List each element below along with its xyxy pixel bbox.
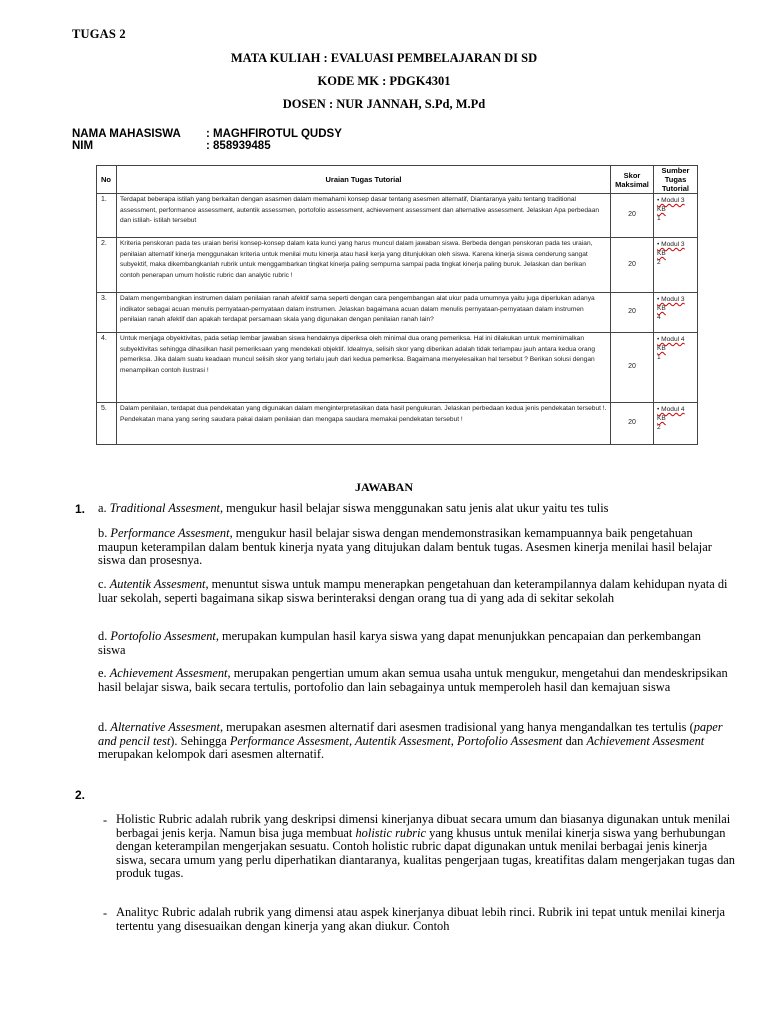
course-title: MATA KULIAH : EVALUASI PEMBELAJARAN DI SD [230,51,538,65]
answer-1-number: 1. [75,502,86,516]
table-row [97,238,698,293]
row-task: Dalam mengembangkan instrumen dalam penilaian ranah afektif sama seperti dengan cara pengembangan alat ukur pada umumnya yaitu juga diperlukan adanya indikator sebagai acuan menulis pernyataan-pernyataan dalam instrumen. Jelaskan bagaimana acuan dalam menulis pernyataan-pernyataan dalam instrumen penilaian ranah afektif dan apakah terdapat persamaan skala yang digunakan dengan penilaian ranah lain? [117,293,611,333]
student-nim-row [72,140,271,152]
header-no: No [97,166,117,194]
answer-2-analytic: Analityc Rubric adalah rubrik yang dimensi atau aspek kinerjanya dibuat lebih rinci. Rubrik ini tepat untuk menilai kinerja tertentu yang disesuaikan dengan kinerja yang akan diukur. Contoh [116,905,726,933]
row-number: 4. [97,333,117,403]
student-nim-value: : 858939485 [206,140,271,152]
row-score: 20 [611,403,654,445]
table-row [97,293,698,333]
row-score: 20 [611,333,654,403]
row-score: 20 [611,238,654,293]
answer-1a: a. Traditional Assesment, mengukur hasil belajar siswa menggunakan satu jenis alat ukur yaitu tes tulis [98,501,609,515]
row-number: 1. [97,194,117,238]
row-task: Dalam penilaian, terdapat dua pendekatan yang digunakan dalam menginterpretasikan data hasil pengukuran. Jelaskan perbedaan kedua jenis pendekatan tersebut !. Pendekatan mana yang sering saudara pakai dalam penilaian dan mengapa saudara memakai pendekatan tersebut ! [117,403,611,445]
answer-1b: b. Performance Assesment, mengukur hasil belajar siswa dengan mendemonstrasikan kemampuannya baik pengetahuan maupun keterampilan dalam bentuk kinerja nyata yang ditujukan dalam bentuk tugas. Asesmen kinerja menilai hasil belajar siswa dan prosesnya. [98,526,712,567]
student-nim-label: NIM [72,140,94,152]
student-name-row [72,128,342,140]
table-header-row [97,166,698,194]
row-task: Kriteria penskoran pada tes uraian berisi konsep-konsep dalam kata kunci yang harus muncul dalam jawaban siswa. Berbeda dengan penskoran pada tes uraian, penilaian alternatif kinerja menggunakan kriteria untuk menilai mutu kinerja atau hasil kerja yang ditunjukkan oleh siswa. Karena kinerja siswa cenderung sangat subyektif, maka dikembangkanlah rubrik untuk menggambarkan tingkat kinerja paling sempurna sampai pada tingkat kinerja paling buruk. Jelaskan dan berikan contoh penerapan umum holistic rubric dan analytic rubric ! [117,238,611,293]
document-label: TUGAS 2 [72,27,126,41]
course-code: KODE MK : PDGK4301 [317,74,451,88]
row-number: 3. [97,293,117,333]
header-score: Skor Maksimal [611,166,654,194]
row-source: • Modul 3 KB 2 [654,238,698,293]
bullet-dash: - [103,906,108,920]
row-task: Untuk menjaga obyektivitas, pada setiap lembar jawaban siswa hendaknya diperiksa oleh minimal dua orang pemeriksa. Hal ini dilakukan untuk meminimalkan subyektivitas sehingga dihasilkan hasil pemeriksaan yang mendekati objektif. Idealnya, selisih skor yang diberikan adalah tidak terlampau jauh antara kedua orang pemeriksa. Jika dalam suatu keadaan muncul selisih skor yang terlalu jauh dari kedua pemeriksa. Bagaimana menyelesaikan hal tersebut ? Berikan solusi dengan menampilkan contoh ilustrasi ! [117,333,611,403]
table-row [97,333,698,403]
row-task: Terdapat beberapa istilah yang berkaitan dengan asasmen dalam memahami konsep dasar tentang asesmen alternatif, Diantaranya yaitu tentang traditional assessment, performance assessment, autentik assessmen, portofolio assessment, achievement assessment dan alternative assessment. Jelaskan Apa perbedaan dan istilah- istilah tersebut [117,194,611,238]
student-name-label: NAMA MAHASISWA [72,128,181,140]
table-row [97,194,698,238]
row-source: • Modul 4 KB 2 [654,403,698,445]
answer-1d: d. Portofolio Assesment, merupakan kumpulan hasil karya siswa yang dapat menunjukkan pencapaian dan perkembangan siswa [98,629,701,657]
student-name-value: : MAGHFIROTUL QUDSY [206,128,342,140]
row-source: • Modul 3 KB 1 [654,194,698,238]
header-source: Sumber Tugas Tutorial [654,166,698,194]
answer-1f: d. Alternative Assesment, merupakan asesmen alternatif dari asesmen tradisional yang hanya mengandalkan tes tertulis (paper and pencil test). Sehingga Performance Assesment, Autentik Assesment, Portofolio Assesment dan Achievement Assesment merupakan kelompok dari asesmen alternatif. [98,720,723,761]
answer-1c: c. Autentik Assesment, menuntut siswa untuk mampu menerapkan pengetahuan dan keterampilannya dalam kehidupan nyata di luar sekolah, seperti bagaimana sikap siswa berinteraksi dengan orang tua di yang ada di sekitar sekolah [98,577,728,605]
lecturer: DOSEN : NUR JANNAH, S.Pd, M.Pd [282,97,486,111]
bullet-dash: - [103,813,108,827]
row-source: • Modul 4 KB 1 [654,333,698,403]
header-task: Uraian Tugas Tutorial [117,166,611,194]
row-score: 20 [611,293,654,333]
table-row [97,403,698,445]
row-score: 20 [611,194,654,238]
row-number: 2. [97,238,117,293]
row-number: 5. [97,403,117,445]
answer-title: JAWABAN [354,480,413,494]
answer-2-holistic: Holistic Rubric adalah rubrik yang deskripsi dimensi kinerjanya dibuat secara umum dan biasanya digunakan untuk menilai berbagai jenis kerja. Namun bisa juga membuat holistic rubric yang khusus untuk menilai kinerja siswa yang berhubungan dengan keterampilan mengerjakan sesuatu. Contoh holistic rubric dapat digunakan untuk menilai berbagai jenis kinerja siswa, secara umum yang perlu diperhatikan diantaranya, kualitas pengerjaan tugas, kreatifitas dalam mengerjakan tugas dan produk tugas. [116,812,735,880]
row-source: • Modul 3 KB 4 [654,293,698,333]
answer-2-number: 2. [75,788,86,802]
task-table [96,165,698,445]
answer-1e: e. Achievement Assesment, merupakan pengertian umum akan semua usaha untuk mengukur, mengetahui dan mendeskripsikan hasil belajar siswa, baik secara tertulis, portofolio dan lain sebagainya untuk memperoleh hasil dan kemajuan siswa [98,666,728,694]
